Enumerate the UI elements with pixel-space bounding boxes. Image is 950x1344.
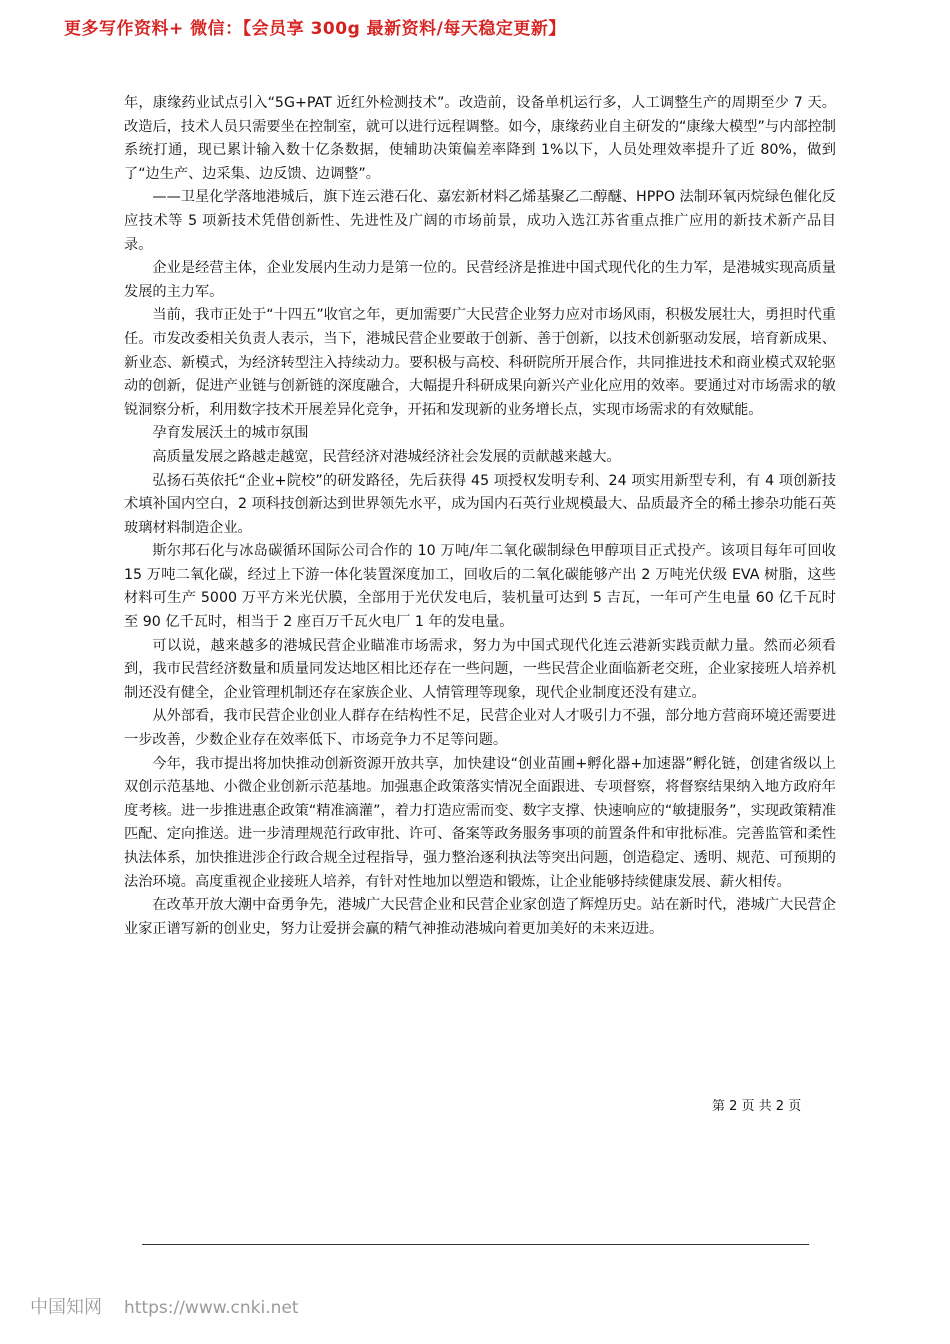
watermark [30,1293,298,1319]
paragraph: 可以说，越来越多的港城民营企业瞄准市场需求，努力为中国式现代化连云港新实践贡献力量。然而必须看到，我市民营经济数量和质量同发达地区相比还存在一些问题，一些民营企业面临新老交班，企业家接班人培养机制还没有健全，企业管理机制还存在家族企业、人情管理等现象，现代企业制度还没有建立。 [124,637,836,701]
watermark-url: https://www.cnki.net [124,1298,299,1318]
paragraph: 年，康缘药业试点引入“5G+PAT 近红外检测技术”。改造前，设备单机运行多，人工调整生产的周期至少 7 天。改造后，技术人员只需要坐在控制室，就可以进行远程调整。如今，康缘药业自主研发的“康缘大模型”与内部控制系统打通，现已累计输入数十亿条数据，使辅助决策偏差率降到 1%以下，人员处理效率提升了近 80%，做到了“边生产、边采集、边反馈、边调整”。 [124,95,836,182]
paragraph: 斯尔邦石化与冰岛碳循环国际公司合作的 10 万吨/年二氧化碳制绿色甲醇项目正式投产。该项目每年可回收 15 万吨二氧化碳，经过上下游一体化装置深度加工，回收后的二氧化碳能够产出 2 万吨光伏级 EVA 树脂，这些材料可生产 5000 万平方米光伏膜，全部用于光伏发电后，装机量可达到 5 吉瓦，一年可产生电量 60 亿千瓦时至 90 亿千瓦时，相当于 2 座百万千瓦火电厂 1 年的发电量。 [124,543,836,631]
watermark-brand: 中国知网 [30,1297,102,1318]
paragraph: 企业是经营主体，企业发展内生动力是第一位的。民营经济是推进中国式现代化的生力军，是港城实现高质量发展的主力军。 [124,260,836,300]
paragraph: 高质量发展之路越走越宽，民营经济对港城经济社会发展的贡献越来越大。 [152,448,621,465]
paragraph: 在改革开放大潮中奋勇争先，港城广大民营企业和民营企业家创造了辉煌历史。站在新时代，港城广大民营企业家正谱写新的创业史，努力让爱拼会赢的精气神推动港城向着更加美好的未来迈进。 [124,897,836,937]
paragraph: ——卫星化学落地港城后，旗下连云港石化、嘉宏新材料乙烯基聚乙二醇醚、HPPO 法制环氧丙烷绿色催化反应技术等 5 项新技术凭借创新性、先进性及广阔的市场前景，成功入选江苏省重点推广应用的新技术新产品目录。 [124,189,836,253]
paragraph: 从外部看，我市民营企业创业人群存在结构性不足，民营企业对人才吸引力不强，部分地方营商环境还需要进一步改善，少数企业存在效率低下、市场竞争力不足等问题。 [124,708,836,749]
paragraph: 当前，我市正处于“十四五”收官之年，更加需要广大民营企业努力应对市场风雨，积极发展壮大，勇担时代重任。市发改委相关负责人表示，当下，港城民营企业要敢于创新、善于创新，以技术创新驱动发展，培育新成果、新业态、新模式，为经济转型注入持续动力。要积极与高校、科研院所开展合作，共同推进技术和商业模式双轮驱动的创新，促进产业链与创新链的深度融合，大幅提升科研成果向新兴产业化应用的效率。要通过对市场需求的敏锐洞察分析，利用数字技术开展差异化竞争，开拓和发现新的业务增长点，实现市场需求的有效赋能。 [124,307,836,418]
footer-divider [142,1244,809,1245]
page-number: 第 2 页 共 2 页 [712,1099,802,1114]
section-heading: 孕育发展沃土的城市氛围 [152,425,309,442]
paragraph: 弘扬石英依托“企业+院校”的研发路径，先后获得 45 项授权发明专利、24 项实用新型专利，有 4 项创新技术填补国内空白，2 项科技创新达到世界领先水平，成为国内石英行业规模最大、品质最齐全的稀土掺杂功能石英玻璃材料制造企业。 [124,472,836,536]
paragraph: 今年，我市提出将加快推动创新资源开放共享，加快建设“创业苗圃+孵化器+加速器”孵化链，创建省级以上双创示范基地、小微企业创新示范基地。加强惠企政策落实情况全面跟进、专项督察，将督察结果纳入地方政府年度考核。进一步推进惠企政策“精准滴灌”，着力打造应需而变、数字支撑、快速响应的“敏捷服务”，实现政策精准匹配、定向推送。进一步清理规范行政审批、许可、备案等政务服务事项的前置条件和审批标准。完善监管和柔性执法体系，加快推进涉企行政合规全过程指导，强力整治逐利执法等突出问题，创造稳定、透明、规范、可预期的法治环境。高度重视企业接班人培养，有针对性地加以塑造和锻炼，让企业能够持续健康发展、薪火相传。 [124,755,836,890]
article-body [124,92,836,941]
promo-banner: 更多写作资料+ 微信：【会员享 300g 最新资料/每天稳定更新】 [64,19,566,39]
